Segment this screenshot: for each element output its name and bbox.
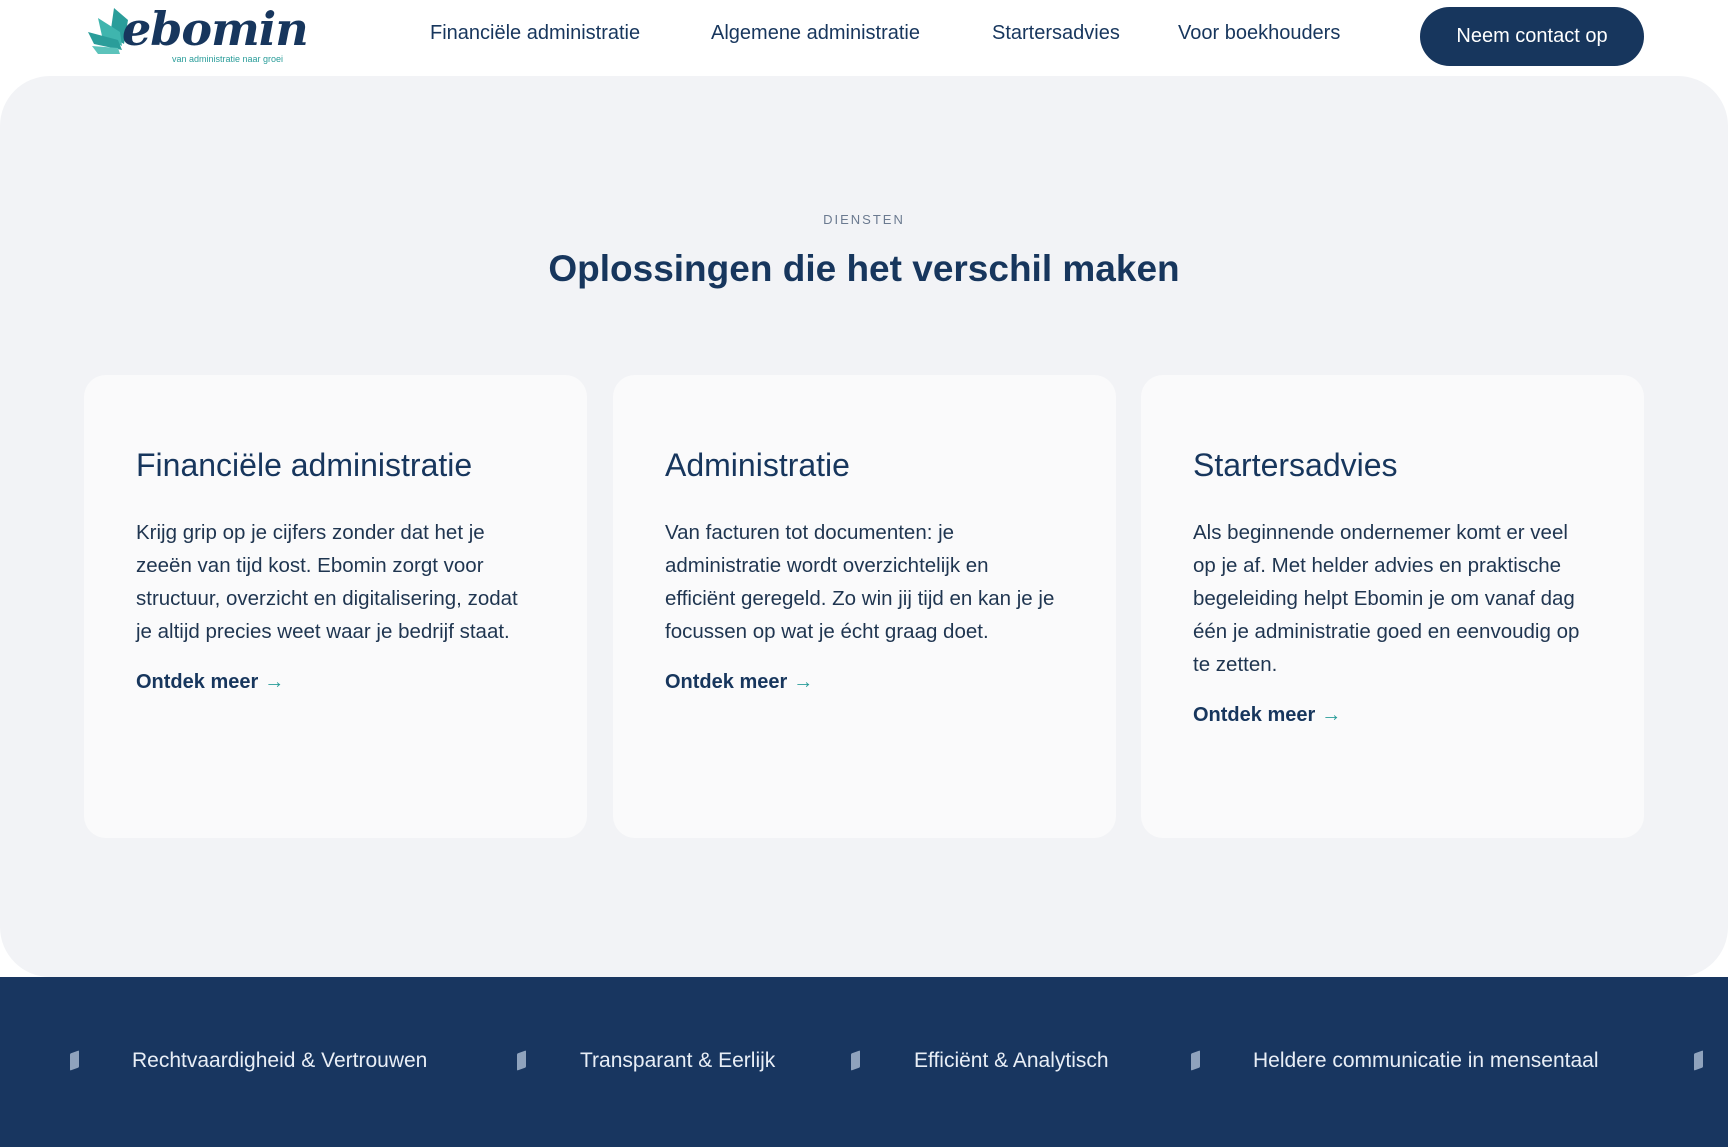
link-label: Ontdek meer	[665, 671, 788, 693]
header	[0, 0, 1728, 76]
card-title: Startersadvies	[1193, 447, 1398, 483]
value-item: Efficiënt & Analytisch	[914, 1049, 1109, 1072]
section-eyebrow: DIENSTEN	[823, 212, 905, 227]
card-title: Financiële administratie	[136, 447, 473, 483]
separator-icon	[851, 1050, 860, 1070]
value-item: Rechtvaardigheid & Vertrouwen	[132, 1049, 428, 1072]
separator-icon	[1694, 1050, 1703, 1070]
discover-more-link[interactable]	[665, 671, 813, 694]
logo-text: ebomin	[122, 2, 308, 56]
value-item: Heldere communicatie in mensentaal	[1253, 1049, 1599, 1072]
service-card	[1141, 375, 1644, 838]
arrow-right-icon: →	[793, 671, 814, 693]
logo[interactable]	[84, 2, 308, 66]
discover-more-link[interactable]	[1193, 704, 1341, 727]
section-title: Oplossingen die het verschil maken	[548, 248, 1180, 289]
discover-more-link[interactable]	[136, 671, 284, 694]
link-label: Ontdek meer	[136, 671, 259, 693]
contact-button[interactable]: Neem contact op	[1420, 7, 1644, 66]
separator-icon	[70, 1050, 79, 1070]
nav-algemene-administratie[interactable]: Algemene administratie	[711, 22, 920, 44]
card-body: Krijg grip op je cijfers zonder dat het je zeeën van tijd kost. Ebomin zorgt voor structuur, overzicht en digitalisering, zodat je altijd precies weet waar je bedrijf staat.	[136, 521, 518, 643]
nav-financiele-administratie[interactable]: Financiële administratie	[430, 22, 641, 44]
link-label: Ontdek meer	[1193, 704, 1316, 726]
nav-startersadvies[interactable]: Startersadvies	[992, 22, 1120, 44]
card-body: Van facturen tot documenten: je administratie wordt overzichtelijk en efficiënt geregeld. Zo win jij tijd en kan je je focussen op wat je écht graag doet.	[665, 521, 1055, 643]
values-ticker	[0, 977, 1728, 1147]
separator-icon	[517, 1050, 526, 1070]
card-body: Als beginnende ondernemer komt er veel op je af. Met helder advies en praktische begeleiding helpt Ebomin je om vanaf dag één je administratie goed en eenvoudig op te zetten.	[1193, 521, 1580, 676]
separator-icon	[1191, 1050, 1200, 1070]
value-item: Transparant & Eerlijk	[580, 1049, 776, 1072]
logo-tagline: van administratie naar groei	[172, 54, 284, 64]
arrow-right-icon: →	[1321, 704, 1342, 726]
arrow-right-icon: →	[264, 671, 285, 693]
service-card	[84, 375, 587, 838]
service-card	[613, 375, 1116, 838]
card-title: Administratie	[665, 447, 850, 483]
nav-voor-boekhouders[interactable]: Voor boekhouders	[1178, 22, 1341, 44]
